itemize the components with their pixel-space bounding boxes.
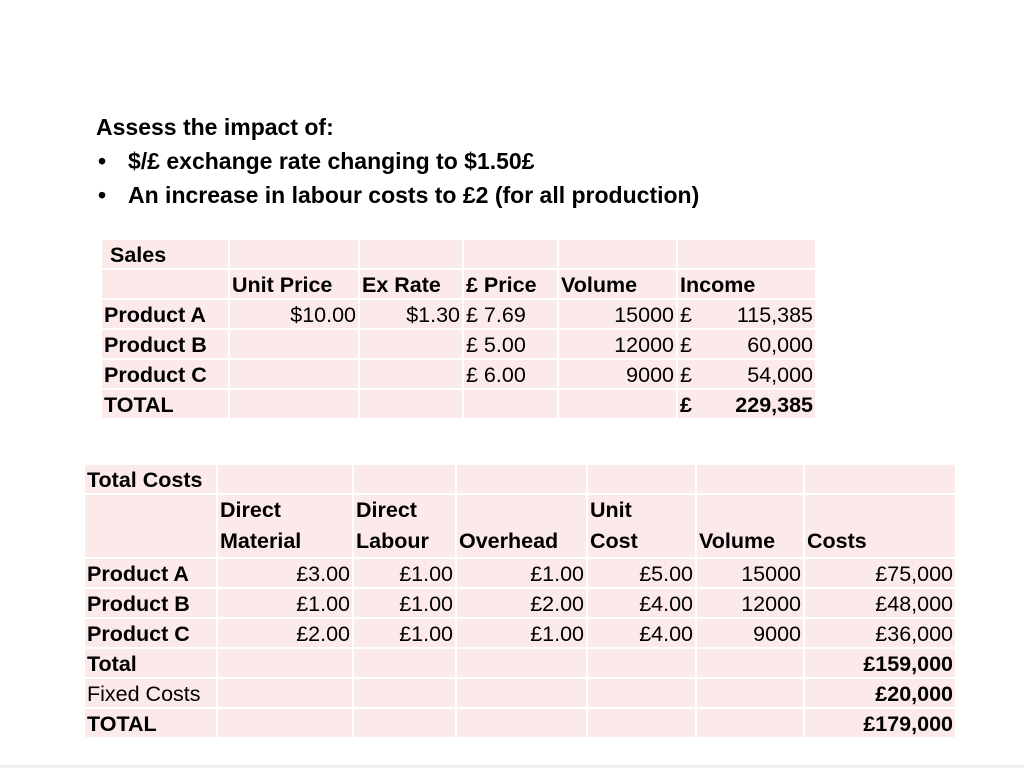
unit-price-cell: $10.00 <box>230 300 358 328</box>
column-header: Overhead <box>457 495 586 557</box>
unit-cost-cell: £5.00 <box>588 559 695 587</box>
empty-cell <box>457 649 586 677</box>
labour-cell: £1.00 <box>354 589 455 617</box>
column-header: Ex Rate <box>360 270 462 298</box>
empty-cell <box>559 390 676 418</box>
row-label: Total <box>85 649 216 677</box>
overhead-cell: £1.00 <box>457 619 586 647</box>
material-cell: £2.00 <box>218 619 352 647</box>
currency-symbol: £ <box>680 303 692 327</box>
empty-cell <box>354 679 455 707</box>
row-label: Fixed Costs <box>85 679 216 707</box>
empty-cell <box>464 390 557 418</box>
volume-cell: 9000 <box>559 360 676 388</box>
empty-cell <box>697 679 803 707</box>
empty-cell <box>360 390 462 418</box>
sales-title: Sales <box>102 240 228 268</box>
question-bullet <box>96 178 699 212</box>
table-header-row <box>102 270 815 298</box>
costs-cell: £75,000 <box>805 559 955 587</box>
empty-cell <box>697 465 803 493</box>
grand-total-row <box>85 709 955 737</box>
table-row <box>85 559 955 587</box>
income-value: 54,000 <box>747 363 813 387</box>
overhead-cell: £2.00 <box>457 589 586 617</box>
income-total-value: 229,385 <box>735 393 813 417</box>
column-header: Volume <box>697 495 803 557</box>
bullet-marker: • <box>98 182 107 208</box>
unit-cost-cell: £4.00 <box>588 619 695 647</box>
empty-cell <box>805 465 955 493</box>
empty-cell <box>457 465 586 493</box>
empty-cell <box>360 240 462 268</box>
question-text: An increase in labour costs to £2 (for all production) <box>128 182 700 208</box>
table-title-row <box>85 465 955 493</box>
row-label: Product A <box>85 559 216 587</box>
income-total-cell <box>678 390 815 418</box>
empty-cell <box>464 240 557 268</box>
ex-rate-cell <box>360 330 462 358</box>
column-header: Direct Material <box>218 495 352 557</box>
question-text: $/£ exchange rate changing to $1.50£ <box>128 148 535 174</box>
bullet-marker: • <box>98 148 107 174</box>
unit-price-cell <box>230 360 358 388</box>
empty-cell <box>588 649 695 677</box>
costs-title: Total Costs <box>85 465 216 493</box>
ex-rate-cell: $1.30 <box>360 300 462 328</box>
column-header: Direct Labour <box>354 495 455 557</box>
question-block <box>96 110 699 212</box>
empty-cell <box>588 679 695 707</box>
overhead-cell: £1.00 <box>457 559 586 587</box>
empty-cell <box>230 390 358 418</box>
empty-cell <box>354 649 455 677</box>
column-header: Income <box>678 270 815 298</box>
currency-symbol: £ <box>680 333 692 357</box>
row-label: TOTAL <box>102 390 228 418</box>
empty-cell <box>218 679 352 707</box>
empty-cell <box>678 240 815 268</box>
empty-cell <box>354 709 455 737</box>
total-row <box>102 390 815 418</box>
volume-cell: 12000 <box>559 330 676 358</box>
empty-cell <box>218 709 352 737</box>
volume-cell: 15000 <box>697 559 803 587</box>
income-cell <box>678 300 815 328</box>
gbp-price-cell: £ 5.00 <box>464 330 557 358</box>
fixed-costs-row <box>85 679 955 707</box>
column-header: Unit Price <box>230 270 358 298</box>
column-header: £ Price <box>464 270 557 298</box>
table-row <box>85 589 955 617</box>
empty-cell <box>559 240 676 268</box>
grand-total-cell: £179,000 <box>805 709 955 737</box>
sales-table <box>100 238 817 420</box>
table-header-row <box>85 495 955 557</box>
income-cell <box>678 360 815 388</box>
unit-cost-cell: £4.00 <box>588 589 695 617</box>
gbp-price-cell: £ 7.69 <box>464 300 557 328</box>
volume-cell: 12000 <box>697 589 803 617</box>
income-cell <box>678 330 815 358</box>
empty-cell <box>457 679 586 707</box>
empty-cell <box>218 649 352 677</box>
empty-cell <box>457 709 586 737</box>
column-header: Unit Cost <box>588 495 695 557</box>
labour-cell: £1.00 <box>354 559 455 587</box>
volume-cell: 15000 <box>559 300 676 328</box>
row-label: Product C <box>102 360 228 388</box>
question-list <box>96 144 699 212</box>
empty-cell <box>588 465 695 493</box>
empty-cell <box>697 649 803 677</box>
row-label: Product B <box>102 330 228 358</box>
currency-symbol: £ <box>680 393 692 417</box>
gbp-price-cell: £ 6.00 <box>464 360 557 388</box>
table-row <box>85 619 955 647</box>
table-title-row <box>102 240 815 268</box>
volume-cell: 9000 <box>697 619 803 647</box>
table-row <box>102 360 815 388</box>
row-label: Product A <box>102 300 228 328</box>
income-value: 60,000 <box>747 333 813 357</box>
unit-price-cell <box>230 330 358 358</box>
empty-cell <box>230 240 358 268</box>
question-bullet <box>96 144 699 178</box>
row-label: Product B <box>85 589 216 617</box>
material-cell: £1.00 <box>218 589 352 617</box>
costs-table <box>83 463 957 739</box>
row-label: Product C <box>85 619 216 647</box>
income-value: 115,385 <box>736 303 813 327</box>
empty-cell <box>102 270 228 298</box>
costs-total-cell: £159,000 <box>805 649 955 677</box>
currency-symbol: £ <box>680 363 692 387</box>
row-label: TOTAL <box>85 709 216 737</box>
ex-rate-cell <box>360 360 462 388</box>
empty-cell <box>218 465 352 493</box>
empty-cell <box>588 709 695 737</box>
table-row <box>102 330 815 358</box>
fixed-costs-cell: £20,000 <box>805 679 955 707</box>
question-heading: Assess the impact of: <box>96 114 334 140</box>
empty-cell <box>354 465 455 493</box>
column-header: Volume <box>559 270 676 298</box>
empty-cell <box>85 495 216 557</box>
labour-cell: £1.00 <box>354 619 455 647</box>
empty-cell <box>697 709 803 737</box>
column-header: Costs <box>805 495 955 557</box>
costs-cell: £36,000 <box>805 619 955 647</box>
costs-cell: £48,000 <box>805 589 955 617</box>
total-row <box>85 649 955 677</box>
table-row <box>102 300 815 328</box>
material-cell: £3.00 <box>218 559 352 587</box>
